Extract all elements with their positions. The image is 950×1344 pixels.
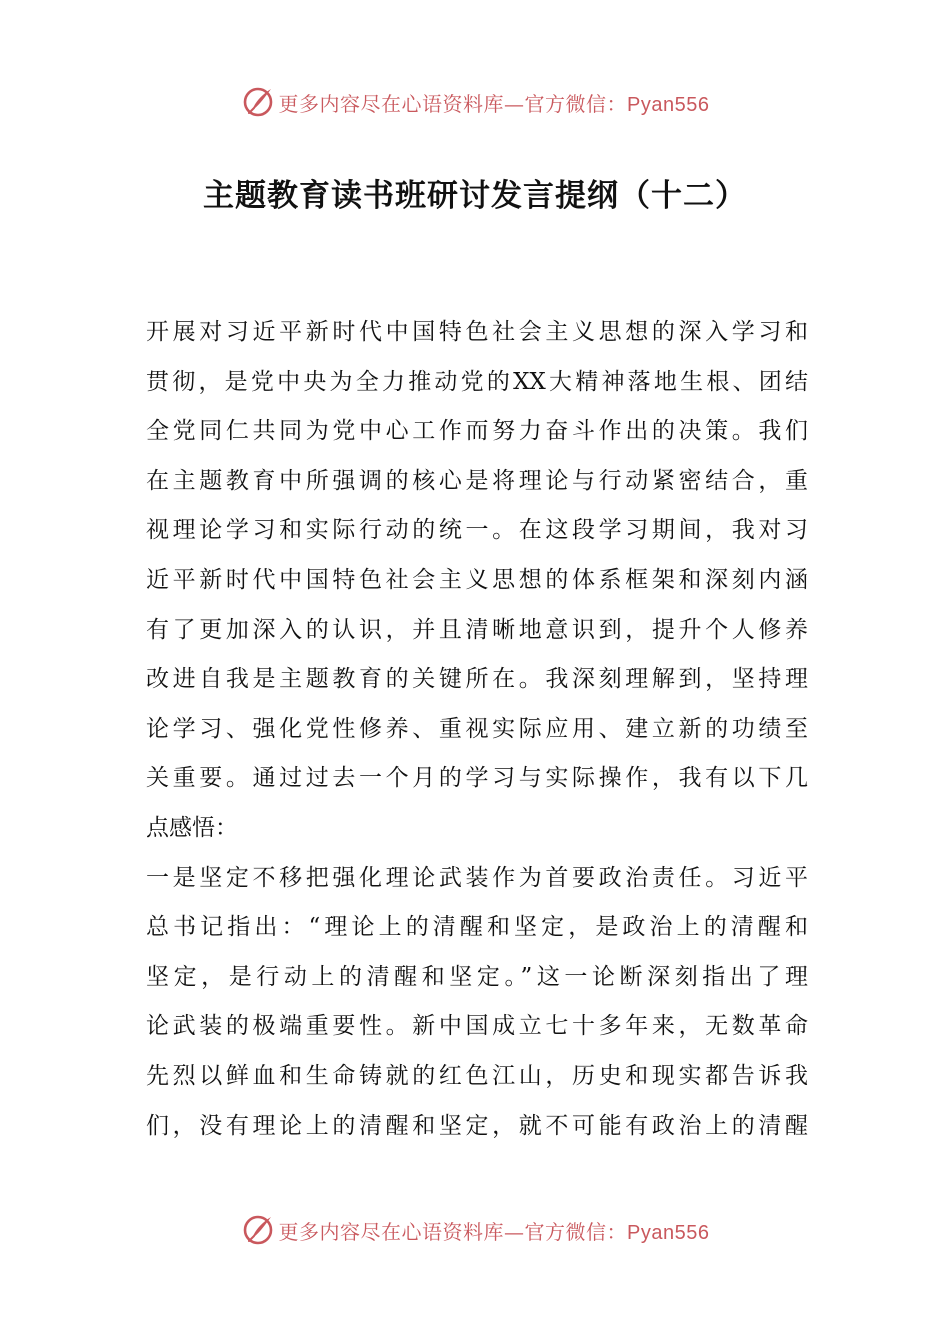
body-line: 一是坚定不移把强化理论武装作为首要政治责任。习近平 bbox=[146, 864, 808, 891]
body-line: 论学习、强化党性修养、重视实际应用、建立新的功绩至 bbox=[146, 715, 808, 742]
wechat-id: Pyan556 bbox=[627, 1221, 710, 1244]
banner-text: 更多内容尽在心语资料库—官方微信：Pyan556 bbox=[278, 91, 710, 116]
body-line: 有了更加深入的认识，并且清晰地意识到，提升个人修养 bbox=[146, 616, 808, 643]
body-line: 总书记指出：“理论上的清醒和坚定，是政治上的清醒和 bbox=[146, 914, 808, 941]
body-line: 视理论学习和实际行动的统一。在这段学习期间，我对习 bbox=[146, 517, 808, 544]
quill-pen-circle-icon bbox=[241, 1213, 275, 1247]
body-line: 开展对习近平新时代中国特色社会主义思想的深入学习和 bbox=[146, 319, 808, 345]
document-title: 主题教育读书班研讨发言提纲（十二） bbox=[203, 178, 747, 214]
body-line: 在主题教育中所强调的核心是将理论与行动紧密结合，重 bbox=[146, 467, 808, 494]
body-line: 改进自我是主题教育的关键所在。我深刻理解到，坚持理 bbox=[146, 666, 808, 693]
quill-pen-circle-icon bbox=[241, 85, 275, 119]
wechat-id: Pyan556 bbox=[627, 93, 710, 116]
banner-text: 更多内容尽在心语资料库—官方微信：Pyan556 bbox=[278, 1219, 710, 1244]
body-line: 点感悟： bbox=[146, 814, 238, 841]
footer-banner bbox=[0, 1210, 950, 1250]
body-line: 全党同仁共同为党中心工作而努力奋斗作出的决策。我们 bbox=[146, 418, 808, 445]
body-line: 先烈以鲜血和生命铸就的红色江山，历史和现实都告诉我 bbox=[146, 1062, 808, 1089]
body-line: 近平新时代中国特色社会主义思想的体系框架和深刻内涵 bbox=[146, 566, 808, 593]
body-line: 论武装的极端重要性。新中国成立七十多年来，无数革命 bbox=[146, 1013, 808, 1040]
body-line: 关重要。通过过去一个月的学习与实际操作，我有以下几 bbox=[146, 765, 808, 792]
header-banner bbox=[0, 82, 950, 122]
body-line: 们，没有理论上的清醒和坚定，就不可能有政治上的清醒 bbox=[146, 1112, 808, 1139]
document-body bbox=[146, 308, 808, 1151]
body-line: 坚定，是行动上的清醒和坚定。”这一论断深刻指出了理 bbox=[146, 963, 808, 990]
body-line: 贯彻，是党中央为全力推动党的XX大精神落地生根、团结 bbox=[146, 368, 808, 395]
